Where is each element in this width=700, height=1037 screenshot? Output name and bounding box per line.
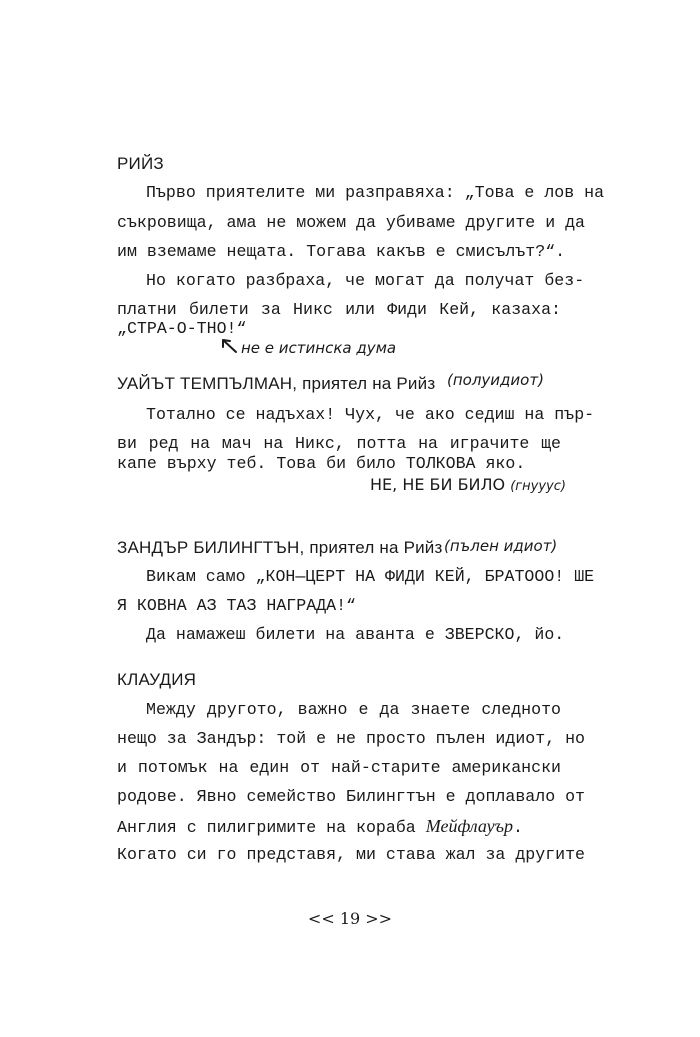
page-number: << 19 >> [307, 909, 393, 928]
text-line [117, 816, 523, 837]
handwritten-note-main: НЕ, НЕ БИ БИЛО [370, 475, 506, 494]
text-line: капе върху теб. Това би било ТОЛКОВА яко. [117, 454, 526, 473]
text-line: и потомък на един от най-старите американски [117, 758, 561, 777]
handwritten-note [370, 475, 566, 494]
text-line: Да намажеш билети на аванта е ЗВЕРСКО, йо. [146, 625, 565, 644]
text-line: Но когато разбраха, че могат да получат без- [146, 271, 585, 290]
text-line: Първо приятелите ми разправяха: „Това е лов на [146, 183, 605, 202]
speaker-heading [117, 154, 164, 174]
text-line: Между другото, важно е да знаете следното [146, 700, 561, 719]
speaker-name: УАЙЪТ ТЕМПЪЛМАН [117, 374, 293, 393]
ship-name: Мейфлауър [425, 816, 513, 836]
text-segment: Англия с пилигримите на кораба [117, 818, 416, 837]
handwritten-side-note: (полуидиот) [447, 371, 544, 389]
handwritten-side-note: (пълен идиот) [444, 537, 558, 555]
text-segment: . [512, 818, 523, 837]
text-line: съкровища, ама не можем да убиваме другите и да [117, 213, 586, 232]
text-line: Я КОВНА АЗ ТАЗ НАГРАДА!“ [117, 596, 356, 615]
speaker-name: КЛАУДИЯ [117, 670, 197, 689]
text-line: Когато си го представя, ми става жал за другите [117, 845, 586, 864]
text-line: Тотално се надъхах! Чух, че ако седиш на пър- [146, 405, 595, 424]
text-line: нещо за Зандър: той е не просто пълен идиот, но [117, 729, 586, 748]
text-line: Викам само „КОН—ЦЕРТ НА ФИДИ КЕЙ, БРАТООО! ШЕ [146, 567, 595, 586]
text-line: им вземаме нещата. Тогава какъв е смисълът?“. [117, 242, 566, 261]
speaker-relation: , приятел на Рийз [299, 538, 443, 557]
handwritten-note: не е истинска дума [241, 339, 397, 357]
speaker-heading [117, 670, 196, 690]
speaker-heading [117, 374, 435, 394]
speaker-name: РИЙЗ [117, 154, 164, 173]
text-line: „СТРА-О-ТНО!“ [117, 319, 247, 338]
text-line: ви ред на мач на Никс, потта на играчите ще [117, 434, 561, 453]
speaker-heading [117, 538, 443, 558]
speaker-name: ЗАНДЪР БИЛИНГТЪН [117, 538, 300, 557]
text-line: родове. Явно семейство Билингтън е доплавало от [117, 787, 586, 806]
speaker-relation: , приятел на Рийз [292, 374, 436, 393]
handwritten-note-suffix: (гнууус) [510, 479, 566, 494]
arrow-icon [219, 337, 239, 357]
text-line: платни билети за Никс или Фиди Кей, казаха: [117, 300, 561, 319]
